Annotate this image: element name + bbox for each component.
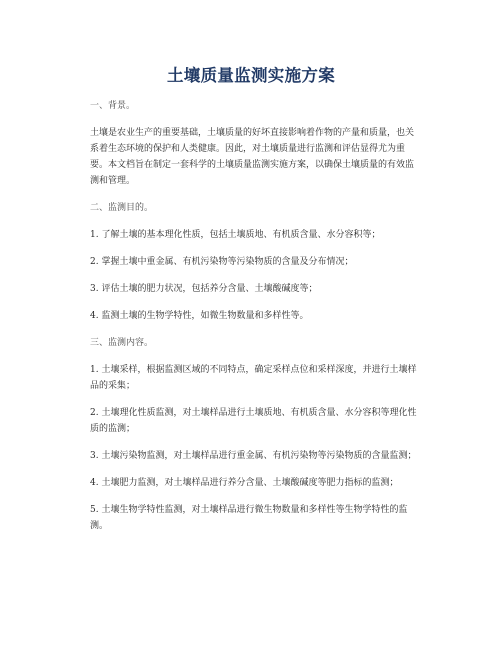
section-heading-background: 一、背景。 [90, 101, 136, 111]
purpose-item-4: 4. 监测土壤的生物学特性，如微生物数量和多样性等。 [90, 311, 309, 321]
content-item-3: 3. 土壤污染物监测，对土壤样品进行重金属、有机污染物等污染物质的含量监测； [90, 451, 417, 461]
document-title: 土壤质量监测实施方案 [167, 66, 335, 85]
purpose-item-1: 1. 了解土壤的基本理化性质，包括土壤质地、有机质含量、水分容积等； [90, 230, 381, 240]
purpose-item-3: 3. 评估土壤的肥力状况，包括养分含量、土壤酸碱度等； [90, 284, 318, 294]
purpose-item-2: 2. 掌握土壤中重金属、有机污染物等污染物质的含量及分布情况； [90, 257, 354, 267]
document-body [90, 98, 420, 545]
background-paragraph: 土壤是农业生产的重要基础，土壤质量的好坏直接影响着作物的产量和质量，也关系着生态环境的保护和人类健康。因此，对土壤质量进行监测和评估显得尤为重要。本文档旨在制定一套科学的土壤质量监测实施方案，以确保土壤质量的有效监测和管理。 [90, 128, 415, 186]
content-item-4: 4. 土壤肥力监测，对土壤样品进行养分含量、土壤酸碱度等肥力指标的监测； [90, 478, 399, 488]
content-item-1: 1. 土壤采样，根据监测区域的不同特点，确定采样点位和采样深度，并进行土壤样品的采集； [90, 365, 417, 391]
content-item-2: 2. 土壤理化性质监测，对土壤样品进行土壤质地、有机质含量、水分容积等理化性质的监测； [90, 408, 417, 434]
section-heading-content: 三、监测内容。 [90, 338, 154, 348]
section-heading-purpose: 二、监测目的。 [90, 203, 154, 213]
content-item-5: 5. 土壤生物学特性监测，对土壤样品进行微生物数量和多样性等生物学特性的监测。 [90, 505, 408, 531]
